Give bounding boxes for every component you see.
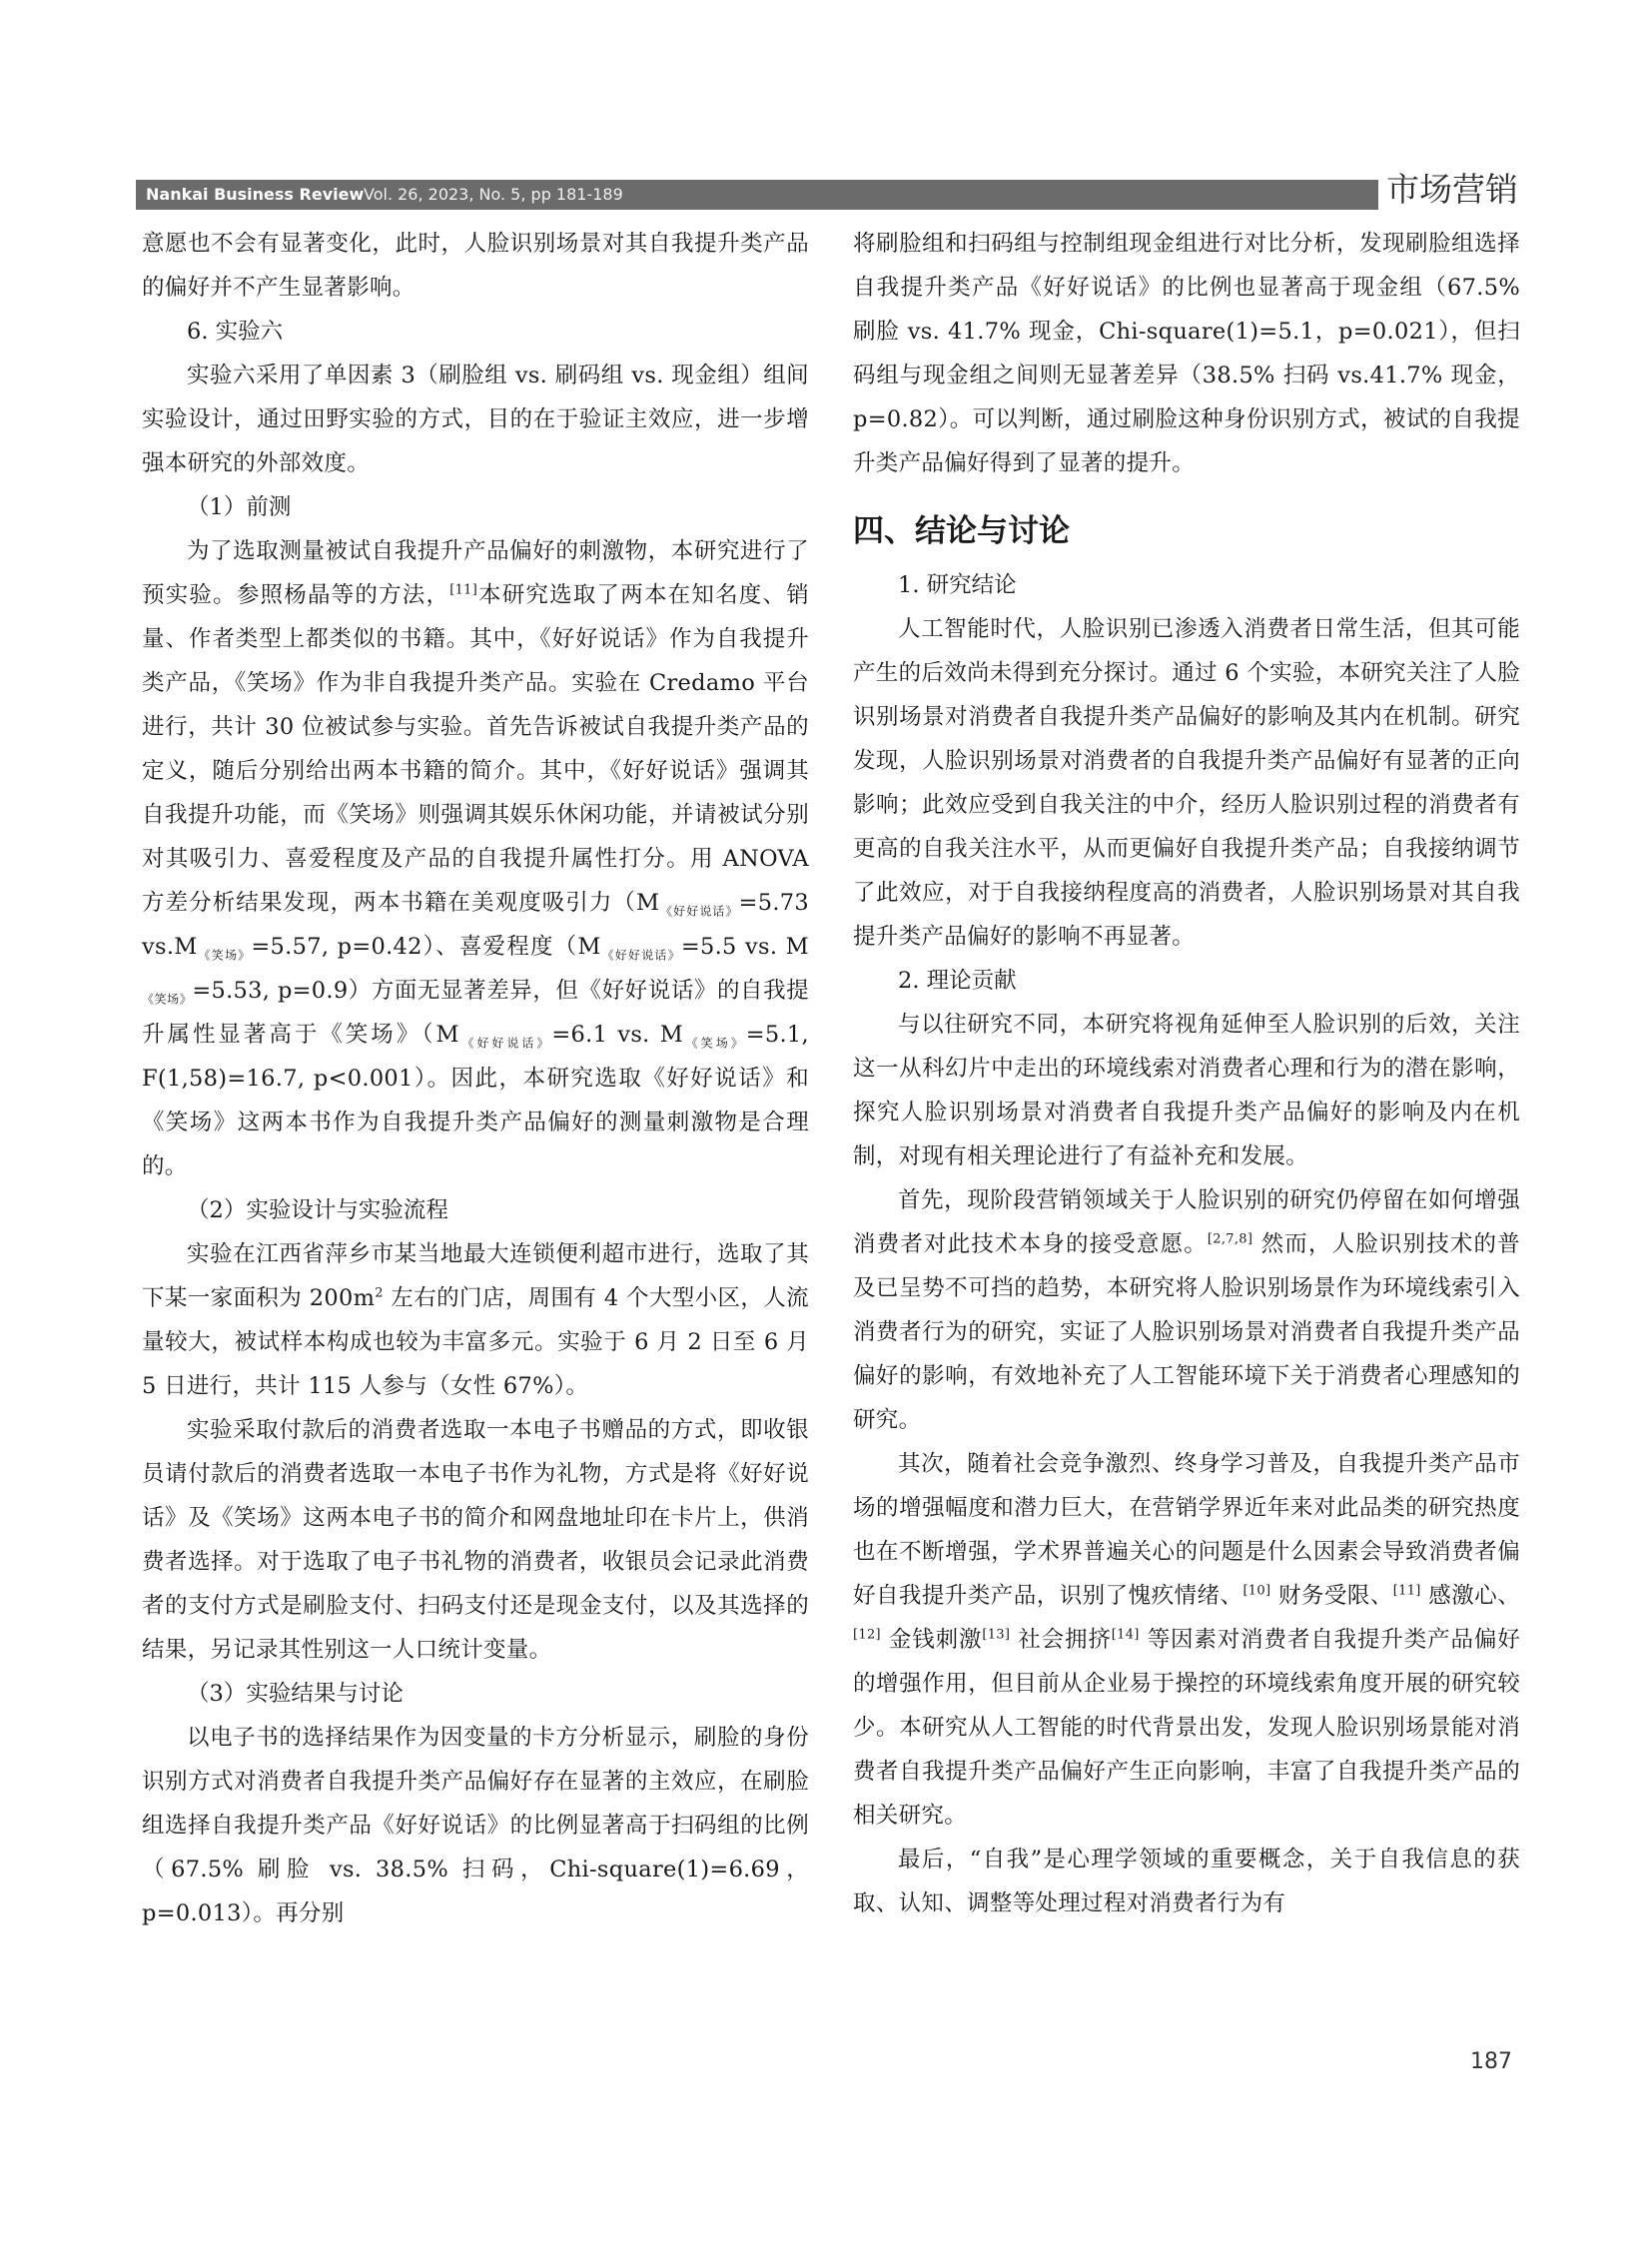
right-column (853, 222, 1520, 1925)
page-number: 187 (1470, 2049, 1512, 2074)
journal-name: Nankai Business Review (146, 185, 365, 204)
paragraph-last: 最后，“自我”是心理学领域的重要概念，关于自我信息的获取、认知、调整等处理过程对消费者行为有 (853, 1847, 1520, 1916)
section-heading: 四、结论与讨论 (853, 513, 1070, 549)
paragraph-results: 以电子书的选择结果作为因变量的卡方分析显示，刷脸的身份识别方式对消费者自我提升类产品偏好存在显著的主效应，在刷脸组选择自我提升类产品《好好说话》的比例显著高于扫码组的比例（67.5% 刷脸 vs. 38.5% 扫码，Chi-square(1)=6.69，p=0.013）。再分别 (142, 1725, 809, 1926)
heading-experiment-6: 6. 实验六 (187, 319, 284, 345)
running-header (136, 170, 1518, 210)
paragraph-continued: 意愿也不会有显著变化，此时，人脸识别场景对其自我提升类产品的偏好并不产生显著影响。 (142, 231, 809, 301)
heading-theory: 2. 理论贡献 (898, 968, 1017, 994)
paragraph-pretest: 为了选取测量被试自我提升产品偏好的刺激物，本研究进行了预实验。参照杨晶等的方法，[11]本研究选取了两本在知名度、销量、作者类型上都类似的书籍。其中，《好好说话》作为自我提升类产品，《笑场》作为非自我提升类产品。实验在 Credamo 平台进行，共计 30 位被试参与实验。首先告诉被试自我提升类产品的定义，随后分别给出两本书籍的简介。其中，《好好说话》强调其自我提升功能，而《笑场》则强调其娱乐休闲功能，并请被试分别对其吸引力、喜爱程度及产品的自我提升属性打分。用 ANOVA 方差分析结果发现，两本书籍在美观度吸引力（$M_{《好好说话》}=5.73$ $vs.M_{《笑场》}=5.57$, p=0.42）、喜爱程度（$M_{《好好说话》}=5.5$ vs. $M_{《笑场》}=5.53$, p=0.9）方面无显著差异，但《好好说话》的自我提升属性显著高于《笑场》（$M_{《好好说话》}=6.1$ vs. $M_{《笑场》}=5.1$, F(1,58)=16.7, p<0.001）。因此，本研究选取《好好说话》和《笑场》这两本书作为自我提升类产品偏好的测量刺激物是合理的。 (142, 538, 810, 1179)
paragraph-first: 首先，现阶段营销领域关于人脸识别的研究仍停留在如何增强消费者对此技术本身的接受意愿。[2,7,8] 然而，人脸识别技术的普及已呈势不可挡的趋势，本研究将人脸识别场景作为环境线索引入消费者行为的研究，实证了人脸识别场景对消费者自我提升类产品偏好的影响，有效地补充了人工智能环境下关于消费者心理感知的研究。 (853, 1187, 1520, 1433)
heading-conclusion: 1. 研究结论 (898, 572, 1017, 598)
heading-results: （3）实验结果与讨论 (187, 1681, 404, 1707)
paragraph-conclusion: 人工智能时代，人脸识别已渗透入消费者日常生活，但其可能产生的后效尚未得到充分探讨。通过 6 个实验，本研究关注了人脸识别场景对消费者自我提升类产品偏好的影响及其内在机制。研究发现，人脸识别场景对消费者的自我提升类产品偏好有显著的正向影响；此效应受到自我关注的中介，经历人脸识别过程的消费者有更高的自我关注水平，从而更偏好自我提升类产品；自我接纳调节了此效应，对于自我接纳程度高的消费者，人脸识别场景对其自我提升类产品偏好的影响不再显著。 (853, 616, 1520, 950)
paragraph-theory: 与以往研究不同，本研究将视角延伸至人脸识别的后效，关注这一从科幻片中走出的环境线索对消费者心理和行为的潜在影响，探究人脸识别场景对消费者自我提升类产品偏好的影响及内在机制，对现有相关理论进行了有益补充和发展。 (853, 1012, 1520, 1169)
heading-pretest: （1）前测 (187, 494, 292, 520)
paragraph-experiment-6: 实验六采用了单因素 3（刷脸组 vs. 刷码组 vs. 现金组）组间实验设计，通过田野实验的方式，目的在于验证主效应，进一步增强本研究的外部效度。 (142, 363, 809, 476)
paragraph-second: 其次，随着社会竞争激烈、终身学习普及，自我提升类产品市场的增强幅度和潜力巨大，在营销学界近年来对此品类的研究热度也在不断增强，学术界普遍关心的问题是什么因素会导致消费者偏好自我提升类产品，识别了愧疚情绪、[10] 财务受限、[11] 感激心、[12] 金钱刺激[13] 社会拥挤[14] 等因素对消费者自我提升类产品偏好的增强作用，但目前从企业易于操控的环境线索角度开展的研究较少。本研究从人工智能的时代背景出发，发现人脸识别场景能对消费者自我提升类产品偏好产生正向影响，丰富了自我提升类产品的相关研究。 (853, 1451, 1521, 1829)
paragraph-continued: 将刷脸组和扫码组与控制组现金组进行对比分析，发现刷脸组选择自我提升类产品《好好说话》的比例也显著高于现金组（67.5% 刷脸 vs. 41.7% 现金，Chi-square(1)=5.1，p=0.021），但扫码组与现金组之间则无显著差异（38.5% 扫码 vs.41.7% 现金，p=0.82）。可以判断，通过刷脸这种身份识别方式，被试的自我提升类产品偏好得到了显著的提升。 (853, 231, 1520, 476)
heading-design: （2）实验设计与实验流程 (187, 1197, 448, 1223)
paragraph-procedure: 实验采取付款后的消费者选取一本电子书赠品的方式，即收银员请付款后的消费者选取一本电子书作为礼物，方式是将《好好说话》及《笑场》这两本电子书的简介和网盘地址印在卡片上，供消费者选择。对于选取了电子书礼物的消费者，收银员会记录此消费者的支付方式是刷脸支付、扫码支付还是现金支付，以及其选择的结果，另记录其性别这一人口统计变量。 (142, 1417, 809, 1663)
paragraph-design: 实验在江西省萍乡市某当地最大连锁便利超市进行，选取了其下某一家面积为 $200m^2$ 左右的门店，周围有 4 个大型小区，人流量较大，被试样本构成也较为丰富多元。实验于 6 月 2 日至 6 月 5 日进行，共计 115 人参与（女性 67%）。 (142, 1241, 809, 1399)
citation: [11] (449, 582, 478, 598)
citation: [2,7,8] (1207, 1231, 1253, 1247)
volume-info: Vol. 26, 2023, No. 5, pp 181-189 (364, 185, 623, 204)
left-column (142, 222, 809, 1935)
section-title: 市场营销 (1378, 170, 1518, 210)
